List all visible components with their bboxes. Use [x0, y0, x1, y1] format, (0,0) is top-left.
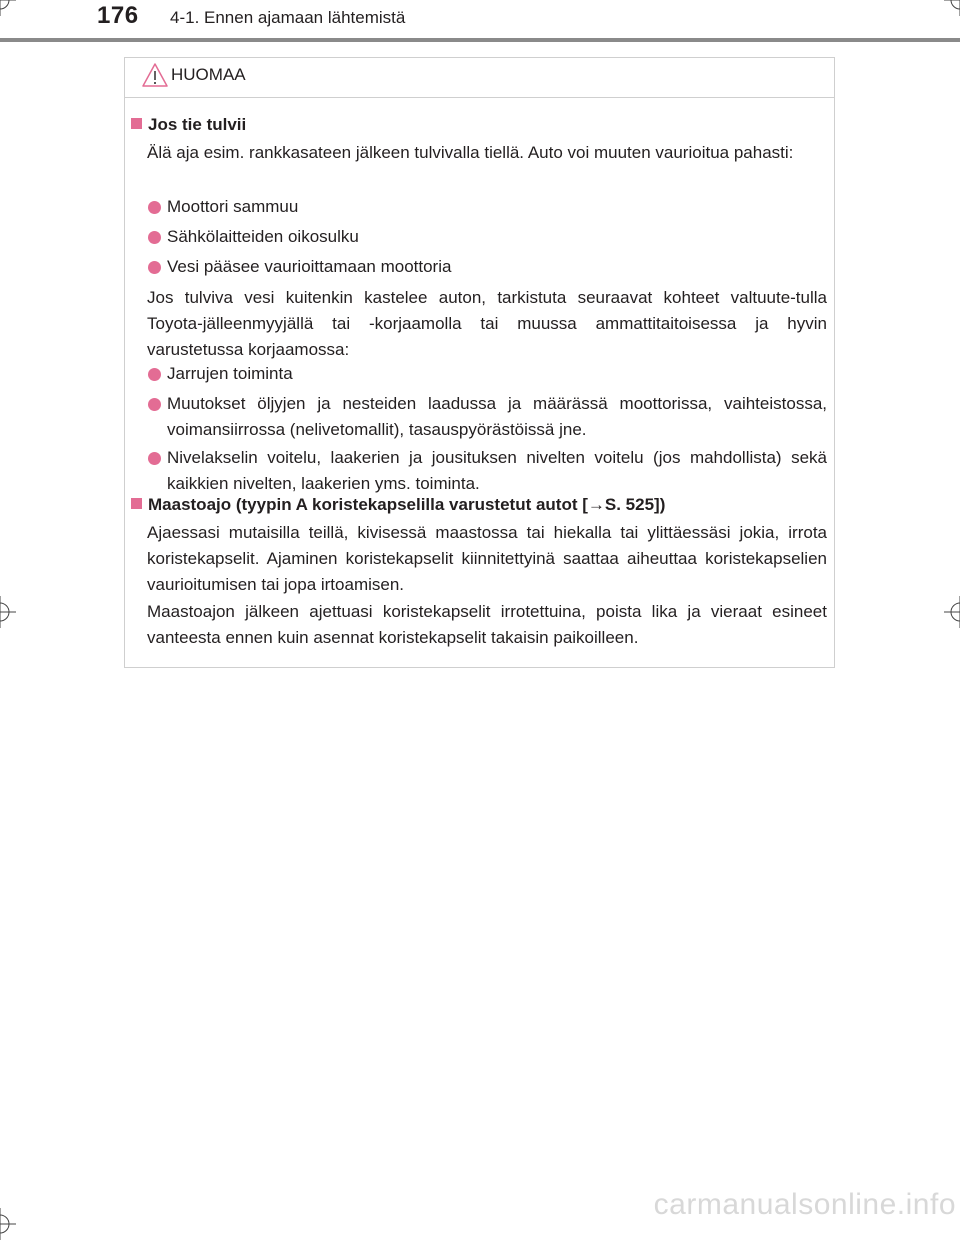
round-bullet-icon — [148, 398, 161, 411]
list-item: Muutokset öljyjen ja nesteiden laadussa ja määrässä moottorissa, vaihteistossa, voimansiirrossa (nelivetomallit), tasauspyörästöissä jne. — [147, 391, 827, 443]
header-rule — [0, 38, 960, 42]
page-number: 176 — [97, 2, 139, 29]
list-item: Sähkölaitteiden oikosulku — [147, 224, 827, 250]
section-title: 4-1. Ennen ajamaan lähtemistä — [170, 8, 406, 27]
list-item: Moottori sammuu — [147, 194, 827, 220]
notice-box — [124, 57, 835, 668]
paragraph: Ajaessasi mutaisilla teillä, kivisessä maastossa tai hiekalla tai ylittäessäsi jokia, irrota koristekapselit. Ajaminen koristekapselit kiinnitettyinä saattaa aiheuttaa koristekapselien vaurioitumisen tai jopa irtoamisen. — [147, 523, 827, 594]
list-item: Jarrujen toiminta — [147, 361, 827, 387]
watermark: carmanualsonline.info — [653, 1188, 956, 1221]
square-bullet-icon — [131, 118, 142, 129]
topic-heading: Jos tie tulvii — [131, 115, 246, 135]
crop-mark-icon — [0, 0, 16, 16]
notice-header — [125, 58, 834, 98]
crop-mark-icon — [944, 0, 960, 16]
round-bullet-icon — [148, 201, 161, 214]
crop-mark-icon — [0, 1208, 16, 1240]
round-bullet-icon — [148, 261, 161, 274]
crop-mark-icon — [0, 596, 16, 628]
topic-heading: Maastoajo (tyypin A koristekapselilla varustetut autot [→S. 525]) — [131, 495, 665, 515]
crop-mark-icon — [944, 596, 960, 628]
paragraph: Jos tulviva vesi kuitenkin kastelee auton, tarkistuta seuraavat kohteet valtuute-tulla Toyota-jälleenmyyjällä tai -korjaamolla tai muussa ammattitaitoisessa ja hyvin varustetussa korjaamossa: — [147, 288, 827, 359]
list-item: Nivelakselin voitelu, laakerien ja jousituksen nivelten voitelu (jos mahdollista) sekä kaikkien nivelten, laakerien yms. toiminta. — [147, 445, 827, 497]
round-bullet-icon — [148, 231, 161, 244]
notice-title: HUOMAA — [171, 65, 246, 84]
paragraph: Älä aja esim. rankkasateen jälkeen tulvivalla tiellä. Auto voi muuten vaurioitua pahasti: — [147, 143, 794, 162]
warning-triangle-icon — [142, 62, 168, 93]
round-bullet-icon — [148, 368, 161, 381]
round-bullet-icon — [148, 452, 161, 465]
paragraph: Maastoajon jälkeen ajettuasi koristekapselit irrotettuina, poista lika ja vieraat esineet vanteesta ennen kuin asennat koristekapselit takaisin paikoilleen. — [147, 602, 827, 647]
square-bullet-icon — [131, 498, 142, 509]
list-item: Vesi pääsee vaurioittamaan moottoria — [147, 254, 827, 280]
